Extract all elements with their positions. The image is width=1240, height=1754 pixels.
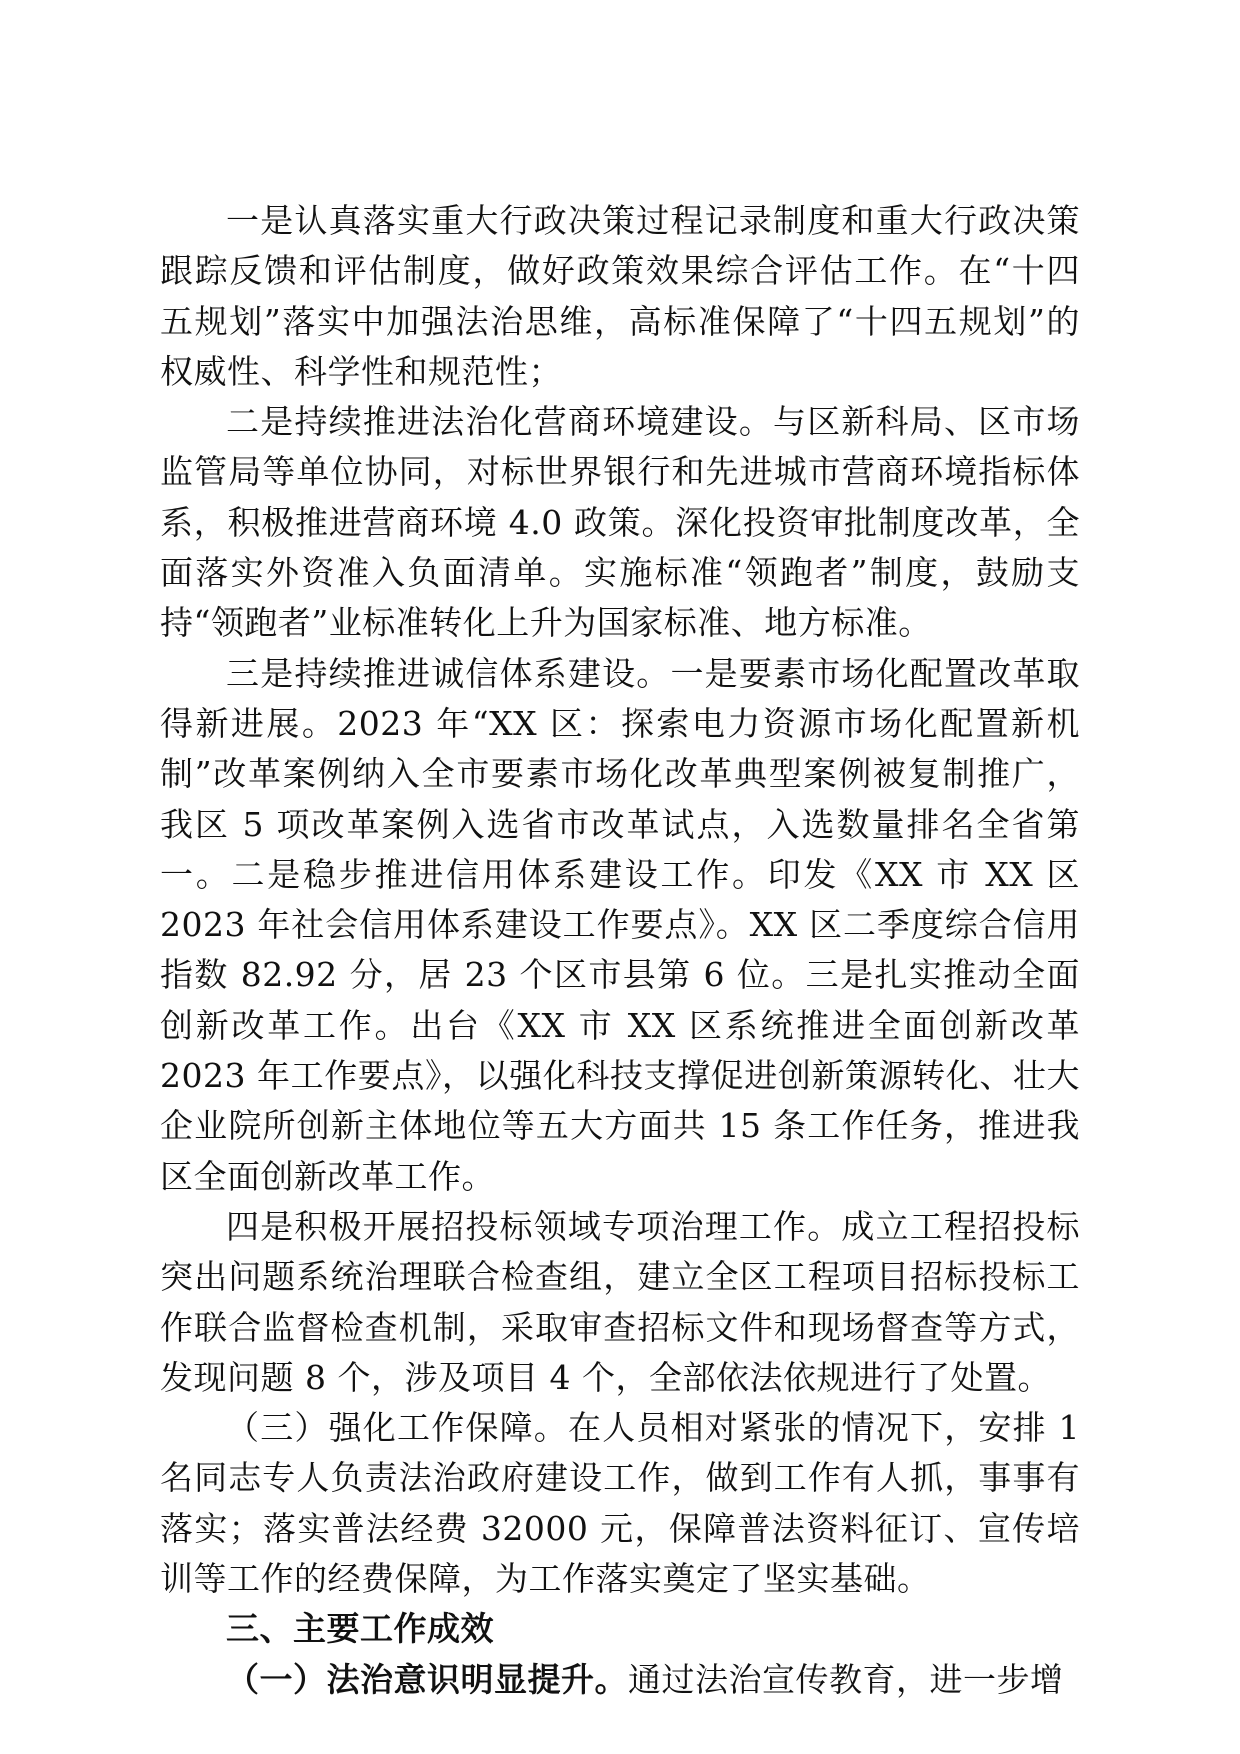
paragraph-business-environment: 二是持续推进法治化营商环境建设。与区新科局、区市场监管局等单位协同，对标世界银行和先进城市营商环境指标体系，积极推进营商环境 4.0 政策。深化投资审批制度改革，全面落实外资准入负面清单。实施标准“领跑者”制度，鼓励支持“领跑者”业标准转化上升为国家标准、地方标准。 bbox=[160, 402, 1080, 643]
section-heading: 三、主要工作成效 bbox=[226, 1609, 494, 1649]
paragraph-lead: （一）法治意识明显提升。 bbox=[226, 1659, 628, 1699]
document-body bbox=[160, 196, 1080, 1705]
paragraph-credit-system: 三是持续推进诚信体系建设。一是要素市场化配置改革取得新进展。2023 年“XX 区：探索电力资源市场化配置新机制”改革案例纳入全市要素市场化改革典型案例被复制推广，我区 5 项改革案例入选省市改革试点，入选数量排名全省第一。二是稳步推进信用体系建设工作。印发《XX 市 XX 区 2023 年社会信用体系建设工作要点》。XX 区二季度综合信用指数 82.92 分，居 23 个区市县第 6 位。三是扎实推动全面创新改革工作。出台《XX 市 XX 区系统推进全面创新改革 2023 年工作要点》，以强化科技支撑促进创新策源转化、壮大企业院所创新主体地位等五大方面共 15 条工作任务，推进我区全面创新改革工作。 bbox=[160, 653, 1080, 1196]
paragraph-work-guarantee: （三）强化工作保障。在人员相对紧张的情况下，安排 1 名同志专人负责法治政府建设工作，做到工作有人抓，事事有落实；落实普法经费 32000 元，保障普法资料征订、宣传培训等工作的经费保障，为工作落实奠定了坚实基础。 bbox=[160, 1408, 1080, 1599]
paragraph-lead-text: 通过法治宣传教育，进一步增 bbox=[628, 1659, 1064, 1699]
paragraph-decision-procedure: 一是认真落实重大行政决策过程记录制度和重大行政决策跟踪反馈和评估制度，做好政策效果综合评估工作。在“十四五规划”落实中加强法治思维，高标准保障了“十四五规划”的权威性、科学性和规范性； bbox=[160, 201, 1080, 391]
paragraph-legal-awareness bbox=[160, 1655, 1080, 1705]
paragraph-bidding-governance: 四是积极开展招投标领域专项治理工作。成立工程招投标突出问题系统治理联合检查组，建立全区工程项目招标投标工作联合监督检查机制，采取审查招标文件和现场督查等方式，发现问题 8 个，涉及项目 4 个，全部依法依规进行了处置。 bbox=[160, 1206, 1080, 1397]
